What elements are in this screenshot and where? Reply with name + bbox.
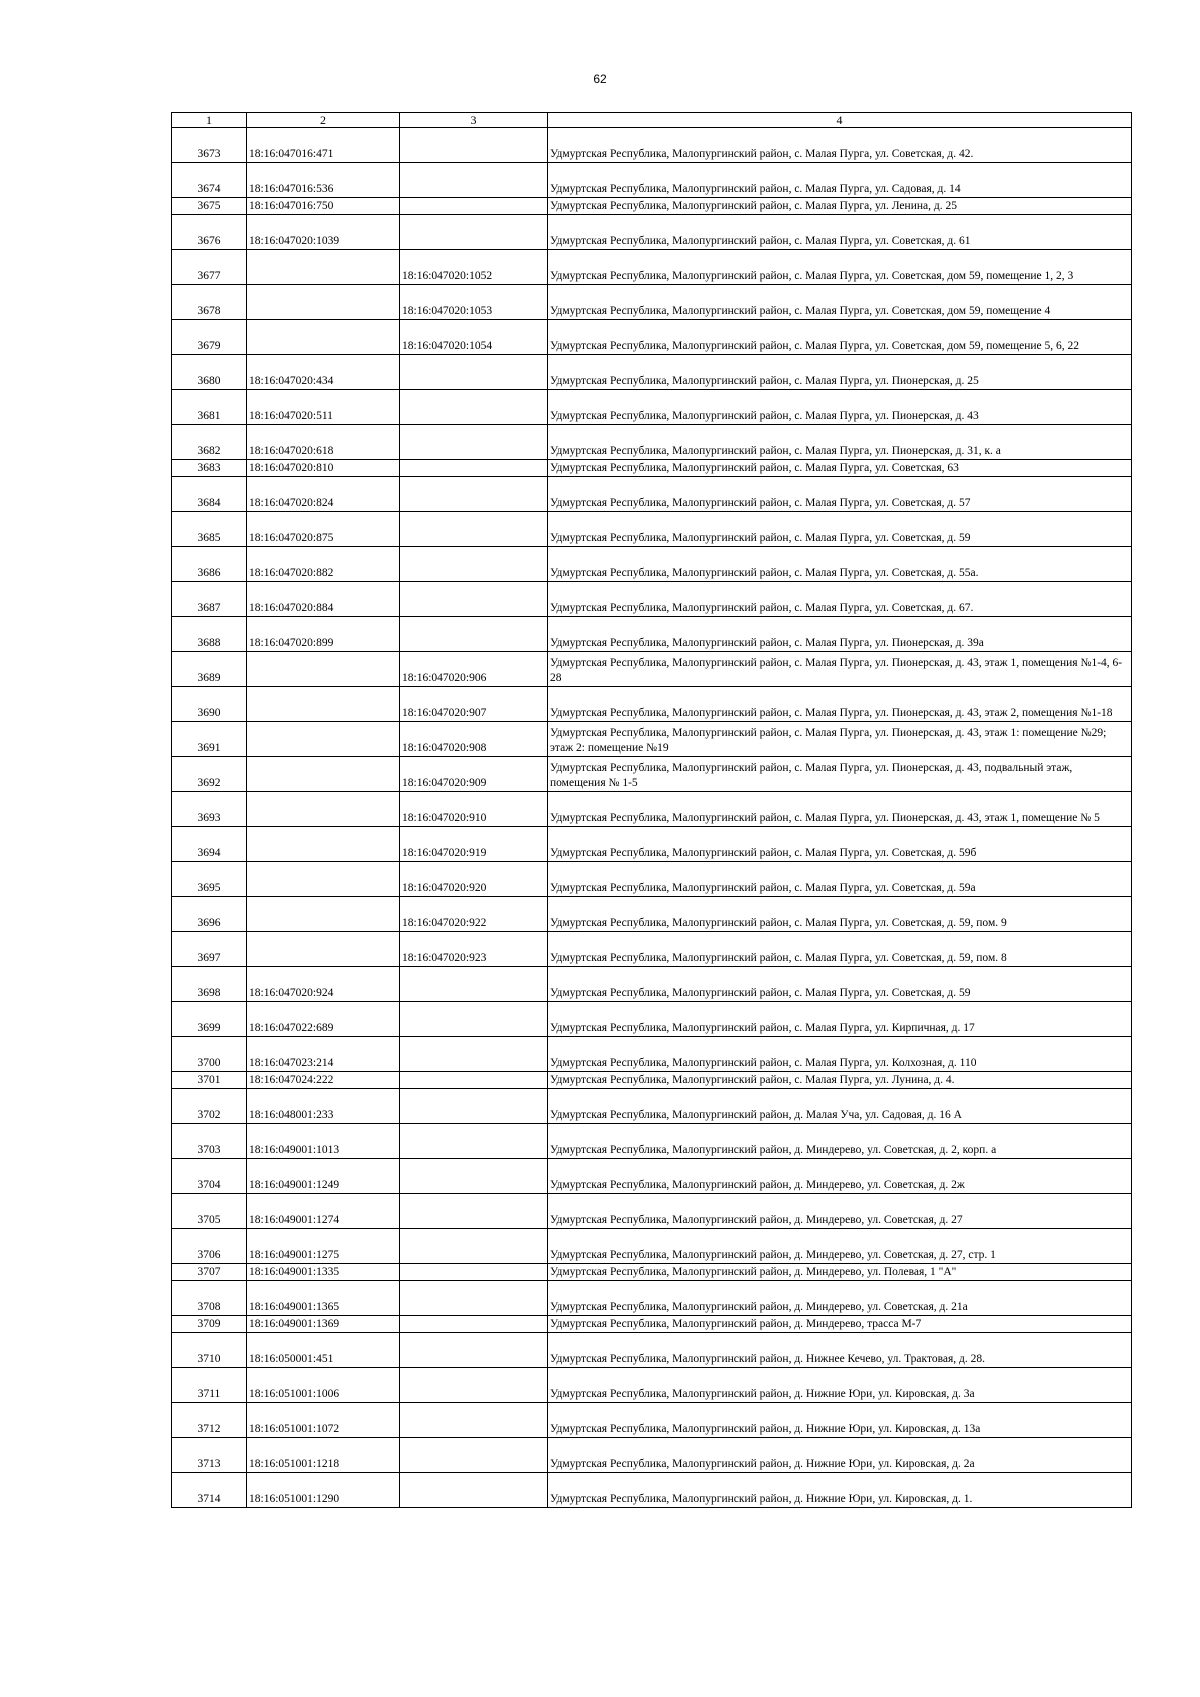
address-cell: Удмуртская Республика, Малопургинский район, с. Малая Пурга, ул. Советская, д. 55а. [548, 547, 1132, 582]
premises-cadastral-number-cell [400, 1473, 548, 1508]
row-number-cell: 3674 [172, 163, 247, 198]
table-row [172, 932, 1132, 967]
address-cell: Удмуртская Республика, Малопургинский район, с. Малая Пурга, ул. Кирпичная, д. 17 [548, 1002, 1132, 1037]
premises-cadastral-number-cell [400, 1072, 548, 1089]
table-row [172, 250, 1132, 285]
address-cell: Удмуртская Республика, Малопургинский район, с. Малая Пурга, ул. Советская, д. 42. [548, 128, 1132, 163]
address-cell: Удмуртская Республика, Малопургинский район, с. Малая Пурга, ул. Советская, д. 59б [548, 827, 1132, 862]
premises-cadastral-number-cell: 18:16:047020:908 [400, 722, 548, 757]
row-number-cell: 3698 [172, 967, 247, 1002]
table-row [172, 390, 1132, 425]
table-row [172, 1438, 1132, 1473]
premises-cadastral-number-cell [400, 1229, 548, 1264]
table-row [172, 792, 1132, 827]
address-cell: Удмуртская Республика, Малопургинский район, с. Малая Пурга, ул. Советская, 63 [548, 460, 1132, 477]
cadastral-number-cell: 18:16:047020:810 [247, 460, 400, 477]
address-cell: Удмуртская Республика, Малопургинский район, с. Малая Пурга, ул. Советская, д. 57 [548, 477, 1132, 512]
table-row [172, 862, 1132, 897]
cadastral-number-cell: 18:16:049001:1013 [247, 1124, 400, 1159]
row-number-cell: 3690 [172, 687, 247, 722]
row-number-cell: 3681 [172, 390, 247, 425]
cadastral-number-cell: 18:16:047020:618 [247, 425, 400, 460]
address-cell: Удмуртская Республика, Малопургинский район, с. Малая Пурга, ул. Пионерская, д. 43, подвальный этаж, помещения № 1-5 [548, 757, 1132, 792]
premises-cadastral-number-cell [400, 1194, 548, 1229]
cadastral-number-cell: 18:16:047016:750 [247, 198, 400, 215]
table-row [172, 215, 1132, 250]
row-number-cell: 3708 [172, 1281, 247, 1316]
cadastral-number-cell: 18:16:048001:233 [247, 1089, 400, 1124]
address-cell: Удмуртская Республика, Малопургинский район, с. Малая Пурга, ул. Лунина, д. 4. [548, 1072, 1132, 1089]
cadastral-number-cell [247, 932, 400, 967]
address-cell: Удмуртская Республика, Малопургинский район, с. Малая Пурга, ул. Пионерская, д. 43, этаж 1, помещения №1-4, 6-28 [548, 652, 1132, 687]
table-row [172, 285, 1132, 320]
address-cell: Удмуртская Республика, Малопургинский район, с. Малая Пурга, ул. Пионерская, д. 43, этаж 1, помещение № 5 [548, 792, 1132, 827]
cadastral-number-cell [247, 250, 400, 285]
premises-cadastral-number-cell [400, 967, 548, 1002]
cadastral-number-cell: 18:16:049001:1335 [247, 1264, 400, 1281]
premises-cadastral-number-cell [400, 1124, 548, 1159]
table-body [172, 128, 1132, 1508]
premises-cadastral-number-cell [400, 215, 548, 250]
premises-cadastral-number-cell [400, 1264, 548, 1281]
cadastral-number-cell: 18:16:051001:1072 [247, 1403, 400, 1438]
table-row [172, 1194, 1132, 1229]
address-cell: Удмуртская Республика, Малопургинский район, с. Малая Пурга, ул. Пионерская, д. 25 [548, 355, 1132, 390]
table-row [172, 617, 1132, 652]
table-row [172, 1403, 1132, 1438]
premises-cadastral-number-cell: 18:16:047020:906 [400, 652, 548, 687]
table-row [172, 1229, 1132, 1264]
cadastral-number-cell: 18:16:049001:1275 [247, 1229, 400, 1264]
cadastral-number-cell: 18:16:049001:1365 [247, 1281, 400, 1316]
row-number-cell: 3703 [172, 1124, 247, 1159]
cadastral-number-cell: 18:16:047020:824 [247, 477, 400, 512]
premises-cadastral-number-cell [400, 390, 548, 425]
table-row [172, 582, 1132, 617]
table-row [172, 687, 1132, 722]
row-number-cell: 3683 [172, 460, 247, 477]
header-cell-1: 1 [172, 113, 247, 128]
row-number-cell: 3686 [172, 547, 247, 582]
row-number-cell: 3691 [172, 722, 247, 757]
premises-cadastral-number-cell: 18:16:047020:922 [400, 897, 548, 932]
premises-cadastral-number-cell: 18:16:047020:1053 [400, 285, 548, 320]
row-number-cell: 3693 [172, 792, 247, 827]
table-row [172, 1316, 1132, 1333]
premises-cadastral-number-cell: 18:16:047020:1052 [400, 250, 548, 285]
table-row [172, 1037, 1132, 1072]
address-cell: Удмуртская Республика, Малопургинский район, д. Миндерево, трасса М-7 [548, 1316, 1132, 1333]
premises-cadastral-number-cell [400, 1281, 548, 1316]
cadastral-number-cell [247, 757, 400, 792]
table-row [172, 1473, 1132, 1508]
row-number-cell: 3707 [172, 1264, 247, 1281]
row-number-cell: 3712 [172, 1403, 247, 1438]
address-cell: Удмуртская Республика, Малопургинский район, д. Миндерево, ул. Советская, д. 27 [548, 1194, 1132, 1229]
premises-cadastral-number-cell [400, 355, 548, 390]
table-row [172, 425, 1132, 460]
row-number-cell: 3710 [172, 1333, 247, 1368]
address-cell: Удмуртская Республика, Малопургинский район, с. Малая Пурга, ул. Пионерская, д. 43, этаж 1: помещение №29; этаж 2: помещение №19 [548, 722, 1132, 757]
row-number-cell: 3706 [172, 1229, 247, 1264]
table-row [172, 1089, 1132, 1124]
premises-cadastral-number-cell [400, 582, 548, 617]
premises-cadastral-number-cell: 18:16:047020:920 [400, 862, 548, 897]
row-number-cell: 3678 [172, 285, 247, 320]
address-cell: Удмуртская Республика, Малопургинский район, д. Миндерево, ул. Полевая, 1 "А" [548, 1264, 1132, 1281]
address-cell: Удмуртская Республика, Малопургинский район, с. Малая Пурга, ул. Советская, д. 59а [548, 862, 1132, 897]
header-cell-2: 2 [247, 113, 400, 128]
row-number-cell: 3699 [172, 1002, 247, 1037]
cadastral-number-cell: 18:16:047024:222 [247, 1072, 400, 1089]
row-number-cell: 3676 [172, 215, 247, 250]
row-number-cell: 3680 [172, 355, 247, 390]
cadastral-number-cell: 18:16:047023:214 [247, 1037, 400, 1072]
table-row [172, 1159, 1132, 1194]
address-cell: Удмуртская Республика, Малопургинский район, с. Малая Пурга, ул. Советская, д. 59 [548, 967, 1132, 1002]
row-number-cell: 3682 [172, 425, 247, 460]
address-cell: Удмуртская Республика, Малопургинский район, с. Малая Пурга, ул. Ленина, д. 25 [548, 198, 1132, 215]
premises-cadastral-number-cell [400, 460, 548, 477]
premises-cadastral-number-cell: 18:16:047020:909 [400, 757, 548, 792]
premises-cadastral-number-cell: 18:16:047020:907 [400, 687, 548, 722]
premises-cadastral-number-cell [400, 512, 548, 547]
premises-cadastral-number-cell [400, 477, 548, 512]
premises-cadastral-number-cell: 18:16:047020:910 [400, 792, 548, 827]
cadastral-number-cell [247, 862, 400, 897]
table-row [172, 1124, 1132, 1159]
address-cell: Удмуртская Республика, Малопургинский район, с. Малая Пурга, ул. Пионерская, д. 31, к. а [548, 425, 1132, 460]
cadastral-number-cell [247, 792, 400, 827]
row-number-cell: 3694 [172, 827, 247, 862]
header-cell-3: 3 [400, 113, 548, 128]
address-cell: Удмуртская Республика, Малопургинский район, с. Малая Пурга, ул. Советская, дом 59, помещение 1, 2, 3 [548, 250, 1132, 285]
address-cell: Удмуртская Республика, Малопургинский район, с. Малая Пурга, ул. Пионерская, д. 43 [548, 390, 1132, 425]
address-cell: Удмуртская Республика, Малопургинский район, с. Малая Пурга, ул. Советская, д. 59, пом. 8 [548, 932, 1132, 967]
premises-cadastral-number-cell: 18:16:047020:1054 [400, 320, 548, 355]
cadastral-number-cell [247, 285, 400, 320]
table-row [172, 198, 1132, 215]
cadastral-number-cell: 18:16:051001:1006 [247, 1368, 400, 1403]
table-row [172, 1002, 1132, 1037]
address-cell: Удмуртская Республика, Малопургинский район, с. Малая Пурга, ул. Советская, д. 59 [548, 512, 1132, 547]
table-row [172, 757, 1132, 792]
cadastral-number-cell [247, 722, 400, 757]
row-number-cell: 3673 [172, 128, 247, 163]
table-row [172, 897, 1132, 932]
cadastral-number-cell: 18:16:047020:882 [247, 547, 400, 582]
row-number-cell: 3688 [172, 617, 247, 652]
row-number-cell: 3687 [172, 582, 247, 617]
cadastral-number-cell: 18:16:047020:511 [247, 390, 400, 425]
table-row [172, 163, 1132, 198]
cadastral-number-cell: 18:16:049001:1274 [247, 1194, 400, 1229]
premises-cadastral-number-cell [400, 617, 548, 652]
address-cell: Удмуртская Республика, Малопургинский район, д. Нижние Юри, ул. Кировская, д. 13а [548, 1403, 1132, 1438]
header-row [172, 113, 1132, 128]
address-cell: Удмуртская Республика, Малопургинский район, д. Миндерево, ул. Советская, д. 27, стр. 1 [548, 1229, 1132, 1264]
premises-cadastral-number-cell: 18:16:047020:923 [400, 932, 548, 967]
row-number-cell: 3702 [172, 1089, 247, 1124]
premises-cadastral-number-cell [400, 198, 548, 215]
cadastral-number-cell: 18:16:049001:1369 [247, 1316, 400, 1333]
row-number-cell: 3677 [172, 250, 247, 285]
table-row [172, 1072, 1132, 1089]
table-row [172, 320, 1132, 355]
premises-cadastral-number-cell [400, 1316, 548, 1333]
address-cell: Удмуртская Республика, Малопургинский район, д. Малая Уча, ул. Садовая, д. 16 А [548, 1089, 1132, 1124]
premises-cadastral-number-cell [400, 1403, 548, 1438]
address-cell: Удмуртская Республика, Малопургинский район, д. Миндерево, ул. Советская, д. 2ж [548, 1159, 1132, 1194]
cadastral-number-cell: 18:16:047020:899 [247, 617, 400, 652]
row-number-cell: 3713 [172, 1438, 247, 1473]
address-cell: Удмуртская Республика, Малопургинский район, с. Малая Пурга, ул. Пионерская, д. 39а [548, 617, 1132, 652]
cadastral-number-cell: 18:16:047016:536 [247, 163, 400, 198]
page-number: 62 [593, 72, 607, 86]
premises-cadastral-number-cell [400, 1333, 548, 1368]
row-number-cell: 3692 [172, 757, 247, 792]
table-row [172, 460, 1132, 477]
premises-cadastral-number-cell [400, 1037, 548, 1072]
address-cell: Удмуртская Республика, Малопургинский район, с. Малая Пурга, ул. Пионерская, д. 43, этаж 2, помещения №1-18 [548, 687, 1132, 722]
cadastral-number-cell: 18:16:050001:451 [247, 1333, 400, 1368]
premises-cadastral-number-cell [400, 1089, 548, 1124]
address-cell: Удмуртская Республика, Малопургинский район, д. Миндерево, ул. Советская, д. 2, корп. а [548, 1124, 1132, 1159]
cadastral-number-cell: 18:16:047020:875 [247, 512, 400, 547]
cadastral-number-cell: 18:16:047020:924 [247, 967, 400, 1002]
cadastral-number-cell: 18:16:047016:471 [247, 128, 400, 163]
premises-cadastral-number-cell [400, 163, 548, 198]
table-row [172, 967, 1132, 1002]
table-row [172, 1264, 1132, 1281]
premises-cadastral-number-cell [400, 128, 548, 163]
row-number-cell: 3675 [172, 198, 247, 215]
table-row [172, 477, 1132, 512]
cadastral-number-cell: 18:16:047020:434 [247, 355, 400, 390]
address-cell: Удмуртская Республика, Малопургинский район, с. Малая Пурга, ул. Советская, дом 59, помещение 5, 6, 22 [548, 320, 1132, 355]
row-number-cell: 3700 [172, 1037, 247, 1072]
address-cell: Удмуртская Республика, Малопургинский район, д. Нижние Юри, ул. Кировская, д. 1. [548, 1473, 1132, 1508]
cadastral-number-cell: 18:16:047022:689 [247, 1002, 400, 1037]
table-row [172, 355, 1132, 390]
row-number-cell: 3684 [172, 477, 247, 512]
cadastral-number-cell: 18:16:051001:1290 [247, 1473, 400, 1508]
row-number-cell: 3685 [172, 512, 247, 547]
cadastral-number-cell: 18:16:051001:1218 [247, 1438, 400, 1473]
address-cell: Удмуртская Республика, Малопургинский район, с. Малая Пурга, ул. Советская, д. 61 [548, 215, 1132, 250]
premises-cadastral-number-cell [400, 425, 548, 460]
table-row [172, 547, 1132, 582]
address-cell: Удмуртская Республика, Малопургинский район, с. Малая Пурга, ул. Садовая, д. 14 [548, 163, 1132, 198]
row-number-cell: 3679 [172, 320, 247, 355]
address-cell: Удмуртская Республика, Малопургинский район, д. Нижнее Кечево, ул. Трактовая, д. 28. [548, 1333, 1132, 1368]
row-number-cell: 3711 [172, 1368, 247, 1403]
header-cell-4: 4 [548, 113, 1132, 128]
address-cell: Удмуртская Республика, Малопургинский район, с. Малая Пурга, ул. Советская, дом 59, помещение 4 [548, 285, 1132, 320]
cadastral-number-cell [247, 827, 400, 862]
table-row [172, 722, 1132, 757]
address-cell: Удмуртская Республика, Малопургинский район, д. Нижние Юри, ул. Кировская, д. 3а [548, 1368, 1132, 1403]
row-number-cell: 3689 [172, 652, 247, 687]
table-row [172, 652, 1132, 687]
row-number-cell: 3709 [172, 1316, 247, 1333]
premises-cadastral-number-cell [400, 1438, 548, 1473]
address-cell: Удмуртская Республика, Малопургинский район, д. Нижние Юри, ул. Кировская, д. 2а [548, 1438, 1132, 1473]
premises-cadastral-number-cell [400, 1368, 548, 1403]
registry-table [171, 112, 1132, 1508]
address-cell: Удмуртская Республика, Малопургинский район, с. Малая Пурга, ул. Советская, д. 67. [548, 582, 1132, 617]
row-number-cell: 3704 [172, 1159, 247, 1194]
table-row [172, 1333, 1132, 1368]
table-row [172, 1281, 1132, 1316]
table-row [172, 827, 1132, 862]
premises-cadastral-number-cell [400, 1159, 548, 1194]
row-number-cell: 3714 [172, 1473, 247, 1508]
table-row [172, 1368, 1132, 1403]
cadastral-number-cell [247, 897, 400, 932]
cadastral-number-cell [247, 320, 400, 355]
premises-cadastral-number-cell: 18:16:047020:919 [400, 827, 548, 862]
cadastral-number-cell [247, 652, 400, 687]
row-number-cell: 3701 [172, 1072, 247, 1089]
row-number-cell: 3695 [172, 862, 247, 897]
row-number-cell: 3697 [172, 932, 247, 967]
cadastral-number-cell [247, 687, 400, 722]
premises-cadastral-number-cell [400, 1002, 548, 1037]
premises-cadastral-number-cell [400, 547, 548, 582]
cadastral-number-cell: 18:16:047020:1039 [247, 215, 400, 250]
address-cell: Удмуртская Республика, Малопургинский район, с. Малая Пурга, ул. Колхозная, д. 110 [548, 1037, 1132, 1072]
cadastral-number-cell: 18:16:049001:1249 [247, 1159, 400, 1194]
cadastral-number-cell: 18:16:047020:884 [247, 582, 400, 617]
row-number-cell: 3696 [172, 897, 247, 932]
address-cell: Удмуртская Республика, Малопургинский район, с. Малая Пурга, ул. Советская, д. 59, пом. 9 [548, 897, 1132, 932]
row-number-cell: 3705 [172, 1194, 247, 1229]
table-row [172, 128, 1132, 163]
table-row [172, 512, 1132, 547]
address-cell: Удмуртская Республика, Малопургинский район, д. Миндерево, ул. Советская, д. 21а [548, 1281, 1132, 1316]
